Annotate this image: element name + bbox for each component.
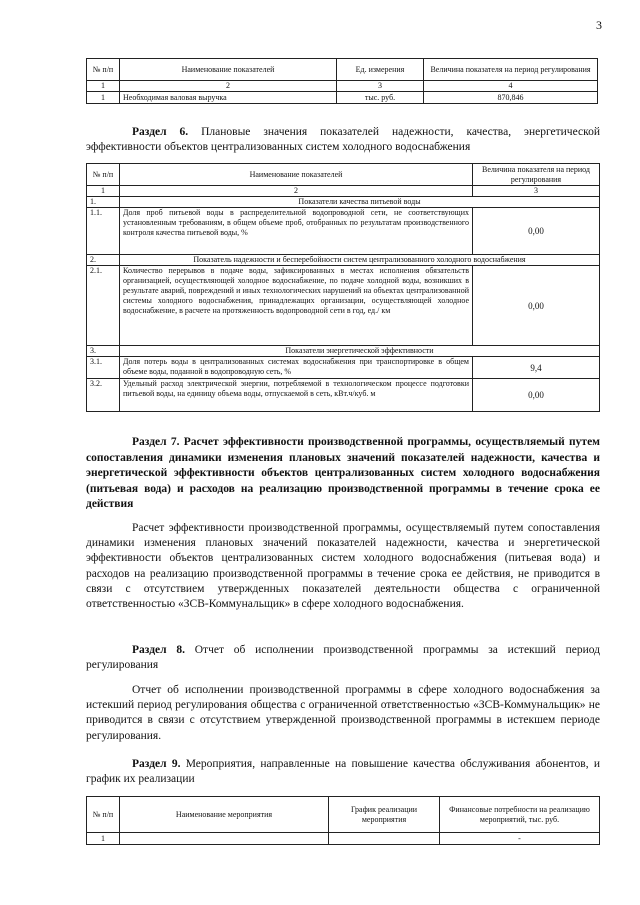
indicator-text: Доля потерь воды в централизованных системах водоснабжения при транспортировке в общем объеме воды, поданной в водопроводную сеть, % [120, 357, 473, 379]
row-number: 3.1. [87, 357, 120, 379]
section-6-heading [86, 125, 600, 155]
section-8-heading [86, 643, 600, 673]
row-number: 2.1. [87, 266, 120, 346]
column-number: 4 [424, 81, 598, 92]
indicators-table [86, 163, 600, 412]
header-finance: Финансовые потребности на реализацию мероприятий, тыс. руб. [440, 797, 600, 833]
indicator-value: 9,4 [473, 357, 600, 379]
indicator-value: 0,00 [473, 266, 600, 346]
group-title: Показатели энергетической эффективности [120, 346, 600, 357]
header-value: Величина показателя на период регулирования [473, 164, 600, 186]
measure-schedule [329, 833, 440, 845]
row-number: 3.2. [87, 379, 120, 412]
unit: тыс. руб. [337, 92, 424, 104]
indicator-text: Удельный расход электрической энергии, потребляемой в технологическом процессе подготовки питьевой воды, на единицу объема воды, отпускаемой в сеть, кВт.ч/куб. м [120, 379, 473, 412]
section-label: Раздел 7. [132, 436, 180, 448]
column-number: 3 [473, 186, 600, 197]
group-number: 2. [87, 255, 120, 266]
indicator-text: Количество перерывов в подаче воды, зафиксированных в местах исполнения обязательств организацией, осуществляющей холодное водоснабжение, по подаче холодной воды, возникших в результате аварий, повреждений и иных технологических нарушений на объектах централизованной системы холодного водоснабжения, принадлежащих организации, осуществляющей холодное водоснабжение, в расчете на протяженность водопроводной сети в год, ед./ км [120, 266, 473, 346]
header-indicator: Наименование показателей [120, 164, 473, 186]
header-number: № п/п [87, 164, 120, 186]
measure-finance: - [440, 833, 600, 845]
header-unit: Ед. измерения [337, 59, 424, 81]
section-9-heading [86, 757, 600, 787]
measures-table [86, 796, 600, 845]
section-title: Плановые значения показателей надежности, качества, энергетической эффективности объектов централизованных систем холодного водоснабжения [86, 126, 600, 153]
measure-name [120, 833, 329, 845]
row-number: 1.1. [87, 208, 120, 255]
header-schedule: График реализации мероприятия [329, 797, 440, 833]
page-number: 3 [596, 18, 602, 32]
header-number: № п/п [87, 59, 120, 81]
row-number: 1 [87, 833, 120, 845]
indicator-value: 0,00 [473, 208, 600, 255]
indicator-name: Необходимая валовая выручка [120, 92, 337, 104]
section-8-body: Отчет об исполнении производственной программы в сфере холодного водоснабжения за истекший период регулирования общества с ограниченной ответственностью «ЗСВ-Коммунальщик» не приводится в связи с отсутствием утвержденной производственной программы в истекшем периоде регулирования. [86, 684, 600, 742]
section-title: Расчет эффективности производственной программы, осуществляемый путем сопоставления динамики изменения плановых значений показателей надежности, качества и энергетической эффективности объектов централизованных систем холодного водоснабжения (питьевая вода) и расходов на реализацию производственной программы в течение срока ее действия [86, 436, 601, 510]
header-value: Величина показателя на период регулирования [424, 59, 598, 81]
section-label: Раздел 8. [132, 644, 185, 656]
column-number: 3 [337, 81, 424, 92]
value: 870,846 [424, 92, 598, 104]
section-title: Мероприятия, направленные на повышение качества обслуживания абонентов, и график их реализации [86, 758, 601, 785]
group-title: Показатель надежности и бесперебойности систем централизованного холодного водоснабжения [120, 255, 600, 266]
header-indicator: Наименование показателей [120, 59, 337, 81]
group-number: 3. [87, 346, 120, 357]
header-number: № п/п [87, 797, 120, 833]
row-number: 1 [87, 92, 120, 104]
column-number: 2 [120, 81, 337, 92]
group-title: Показатели качества питьевой воды [120, 197, 600, 208]
section-title: Отчет об исполнении производственной программы за истекший период регулирования [86, 644, 601, 671]
section-7-heading [86, 435, 600, 513]
revenue-table [86, 58, 598, 104]
indicator-value: 0,00 [473, 379, 600, 412]
header-measure: Наименование мероприятия [120, 797, 329, 833]
group-number: 1. [87, 197, 120, 208]
column-number: 1 [87, 186, 120, 197]
section-7-body: Расчет эффективности производственной программы, осуществляемый путем сопоставления динамики изменения плановых значений показателей надежности, качества и энергетической эффективности объектов централизованных систем холодного водоснабжения (питьевая вода) и расходов на реализацию производственной программы в течение срока ее действия, не приводится в связи с отсутствием утвержденных показателей деятельности обществa с ограниченной ответственностью «ЗСВ-Коммунальщик» в сфере холодного водоснабжения. [86, 522, 600, 611]
indicator-text: Доля проб питьевой воды в распределительной водопроводной сети, не соответствующих установленным требованиям, в общем объеме проб, отобранных по результатам производственного контроля качества питьевой воды, % [120, 208, 473, 255]
column-number: 1 [87, 81, 120, 92]
section-label: Раздел 6. [132, 126, 189, 138]
section-label: Раздел 9. [132, 758, 181, 770]
column-number: 2 [120, 186, 473, 197]
